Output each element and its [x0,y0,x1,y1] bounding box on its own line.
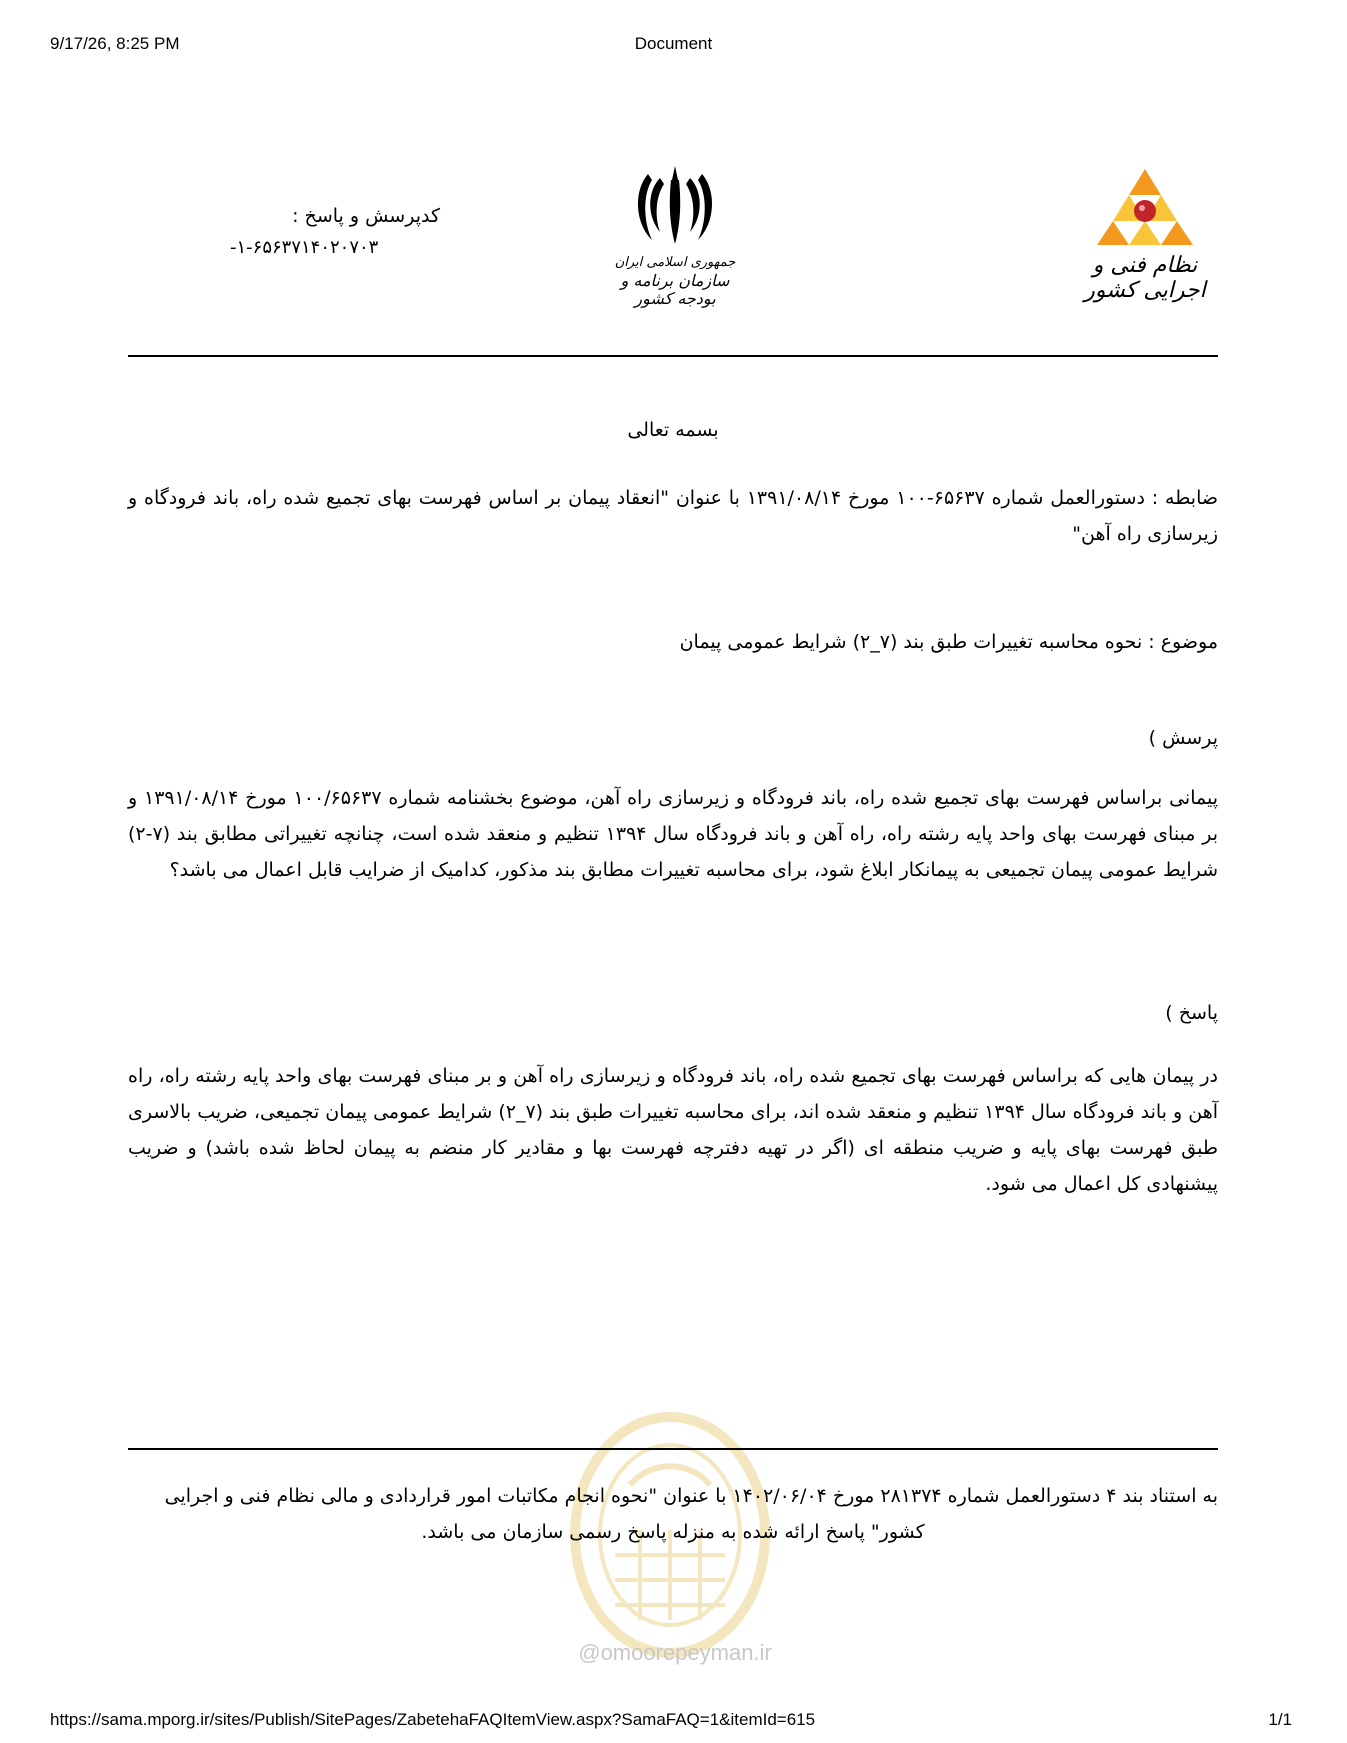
official-response-note-line2: کشور" پاسخ ارائه شده به منزله پاسخ رسمی سازمان می باشد. [421,1521,925,1543]
emblem-caption-organization: سازمان برنامه و بودجه کشور [620,271,730,308]
iran-emblem [600,160,750,308]
question-text: پیمانی براساس فهرست بهای تجمیع شده راه، باند فرودگاه و زیرسازی راه آهن، موضوع بخشنامه شماره ۱۰۰/۶۵۶۳۷ مورخ ۱۳۹۱/۰۸/۱۴ و بر مبنای فهرست بهای واحد پایه رشته راه، راه آهن و باند فرودگاه سال ۱۳۹۴ تنظیم و منعقد شده است، چنانچه تغییراتی مطابق بند (۷-۲) شرایط عمومی پیمان تجمیعی به پیمانکار ابلاغ شود، برای محاسبه تغییرات مطابق بند مذکور، کدامیک از ضرایب قابل اعمال می باشد؟ [128,787,1218,881]
bismillah-heading: بسمه تعالی [627,419,719,441]
page-url: https://sama.mporg.ir/sites/Publish/SitePages/ZabetehaFAQItemView.aspx?SamaFAQ=1&itemId=615 [50,1710,816,1729]
faq-code-block [230,205,440,258]
answer-text: در پیمان هایی که براساس فهرست بهای تجمیع شده راه، باند فرودگاه و زیرسازی راه آهن و بر مبنای فهرست بهای واحد پایه رشته راه، راه آهن و باند فرودگاه سال ۱۳۹۴ تنظیم و منعقد شده اند، برای محاسبه تغییرات طبق بند (۷_۲) شرایط عمومی پیمان تجمیعی، ضریب بالاسری طبق فهرست بهای پایه و ضریب منطقه ای (اگر در تهیه دفترچه فهرست بها و مقادیر کار منضم به پیمان لحاظ شده باشد) و ضریب پیشنهادی کل اعمال می شود. [128,1065,1218,1195]
faq-code-label: کدپرسش و پاسخ : [292,205,440,227]
page-number: 1/1 [1268,1710,1292,1729]
subject-line: موضوع : نحوه محاسبه تغییرات طبق بند (۷_۲) شرایط عمومی پیمان [679,631,1218,653]
question-heading: پرسش ) [1148,727,1218,749]
print-datetime: 9/17/26, 8:25 PM [50,34,180,53]
footer-divider [128,1448,1218,1450]
emblem-caption-country: جمهوری اسلامی ایران [614,255,736,270]
watermark-text: @omoorepeyman.ir [578,1640,772,1665]
logo-caption: نظام فنی و اجرایی کشور [1084,253,1206,303]
answer-heading: پاسخ ) [1165,1002,1218,1024]
technical-system-logo-icon [1095,165,1195,247]
faq-code-value: -۱-۶۵۶۳۷۱۴۰۲۰۷۰۳ [230,237,379,258]
regulation-reference: ضابطه : دستورالعمل شماره ۶۵۶۳۷-۱۰۰ مورخ ۱۳۹۱/۰۸/۱۴ با عنوان "انعقاد پیمان بر اساس فهرست بهای تجمیع شده راه، باند فرودگاه و زیرسازی راه آهن" [128,487,1218,545]
official-response-note-line1: به استناد بند ۴ دستورالعمل شماره ۲۸۱۳۷۴ مورخ ۱۴۰۲/۰۶/۰۴ با عنوان "نحوه انجام مکاتبات امور قراردادی و مالی نظام فنی و اجرایی [164,1485,1218,1507]
iran-emblem-icon [630,160,720,250]
print-document-title: Document [634,34,713,53]
header-divider [128,355,1218,357]
technical-system-logo [1060,165,1230,303]
official-response-note [128,1478,1218,1550]
